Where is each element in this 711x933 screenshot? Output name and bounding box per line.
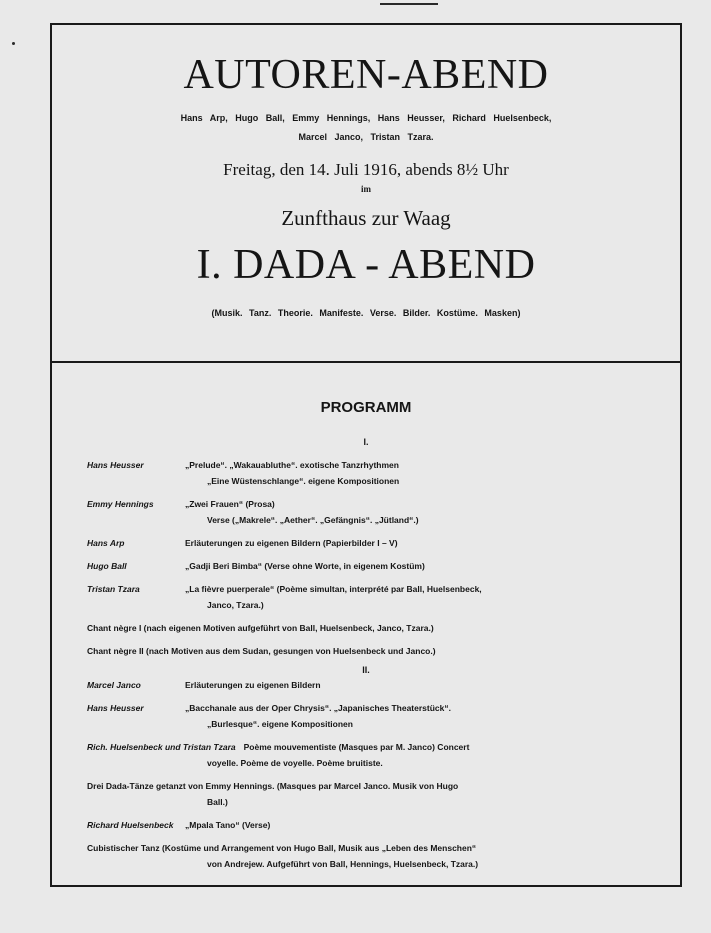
performer-name: Rich. Huelsenbeck und Tristan Tzara: [87, 742, 236, 752]
program-entry: [87, 620, 652, 636]
performer-name: Emmy Hennings: [87, 499, 154, 509]
performance-title: „Bacchanale aus der Oper Chrysis“. „Japanisches Theaterstück“.: [185, 703, 451, 713]
performer-name: Richard Huelsenbeck: [87, 820, 174, 830]
performance-title: „Prelude“. „Wakauabluthe“. exotische Tanzrhythmen: [185, 460, 399, 470]
performance-continuation: voyelle. Poème de voyelle. Poème bruitiste.: [207, 758, 383, 768]
performance-continuation: Janco, Tzara.): [207, 600, 264, 610]
performance-title: Erläuterungen zu eigenen Bildern (Papierbilder I – V): [185, 538, 398, 548]
authors-line-2: Marcel Janco, Tristan Tzara.: [298, 132, 434, 142]
performance-title: Cubistischer Tanz (Kostüme und Arrangement von Hugo Ball, Musik aus „Leben des Menschen“: [87, 843, 477, 853]
performer-name: Hans Heusser: [87, 703, 144, 713]
program-entry: [87, 739, 652, 771]
performance-continuation: von Andrejew. Aufgeführt von Ball, Hennings, Huelsenbeck, Tzara.): [207, 859, 479, 869]
event-date: Freitag, den 14. Juli 1916, abends 8½ Uhr: [223, 160, 509, 179]
performance-title: „Gadji Beri Bimba“ (Verse ohne Worte, in eigenem Kostüm): [185, 561, 425, 571]
program-entry: [87, 535, 652, 551]
program-entry: [87, 496, 652, 528]
performance-title: Drei Dada-Tänze getanzt von Emmy Hennings. (Masques par Marcel Janco. Musik von Hugo: [87, 781, 459, 791]
part-1-numeral: I.: [363, 437, 369, 447]
program-entry: [87, 700, 652, 732]
performance-continuation: Ball.): [207, 797, 228, 807]
performer-name: Tristan Tzara: [87, 584, 140, 594]
performance-continuation: „Burlesque“. eigene Kompositionen: [207, 719, 353, 729]
scan-mark-left: [12, 42, 15, 45]
performer-name: Hugo Ball: [87, 561, 127, 571]
performance-title: Poème mouvementiste (Masques par M. Janco) Concert: [243, 742, 470, 752]
poster-frame: [50, 23, 682, 887]
performance-title: Chant nègre II (nach Motiven aus dem Sudan, gesungen von Huelsenbeck und Janco.): [87, 646, 436, 656]
performer-name: Marcel Janco: [87, 680, 141, 690]
authors-list: [82, 109, 650, 147]
performance-title: „Mpala Tano“ (Verse): [185, 820, 271, 830]
performance-title: Erläuterungen zu eigenen Bildern: [185, 680, 321, 690]
program-entry: [87, 778, 652, 810]
poster-header: [52, 25, 680, 363]
program-entry: [87, 457, 652, 489]
event-name: I. DADA - ABEND: [196, 242, 536, 288]
performance-title: „Zwei Frauen“ (Prosa): [185, 499, 275, 509]
program-entry: [87, 581, 652, 613]
performer-name: Hans Heusser: [87, 460, 144, 470]
program-entry: [87, 817, 652, 833]
event-subtitle: (Musik. Tanz. Theorie. Manifeste. Verse. Bilder. Kostüme. Masken): [211, 308, 521, 318]
performance-continuation: Verse („Makrele“. „Aether“. „Gefängnis“. „Jütland“.): [207, 515, 419, 525]
performer-name: Hans Arp: [87, 538, 125, 548]
program-entry: [87, 840, 652, 872]
program-entry: [87, 677, 652, 693]
scan-mark-top: [380, 3, 438, 5]
authors-line-1: Hans Arp, Hugo Ball, Emmy Hennings, Hans Heusser, Richard Huelsenbeck,: [180, 113, 552, 123]
performance-title: Chant nègre I (nach eigenen Motiven aufgeführt von Ball, Huelsenbeck, Janco, Tzara.): [87, 623, 434, 633]
program-title: PROGRAMM: [320, 399, 412, 416]
venue-preposition: im: [361, 184, 371, 194]
program-entry: [87, 643, 652, 659]
performance-continuation: „Eine Wüstenschlange“. eigene Kompositionen: [207, 476, 400, 486]
program-entry: [87, 558, 652, 574]
part-2-numeral: II.: [362, 665, 370, 675]
performance-title: „La fièvre puerperale“ (Poème simultan, interprété par Ball, Huelsenbeck,: [185, 584, 482, 594]
poster-title: AUTOREN-ABEND: [183, 52, 549, 98]
venue-name: Zunfthaus zur Waag: [281, 206, 451, 230]
